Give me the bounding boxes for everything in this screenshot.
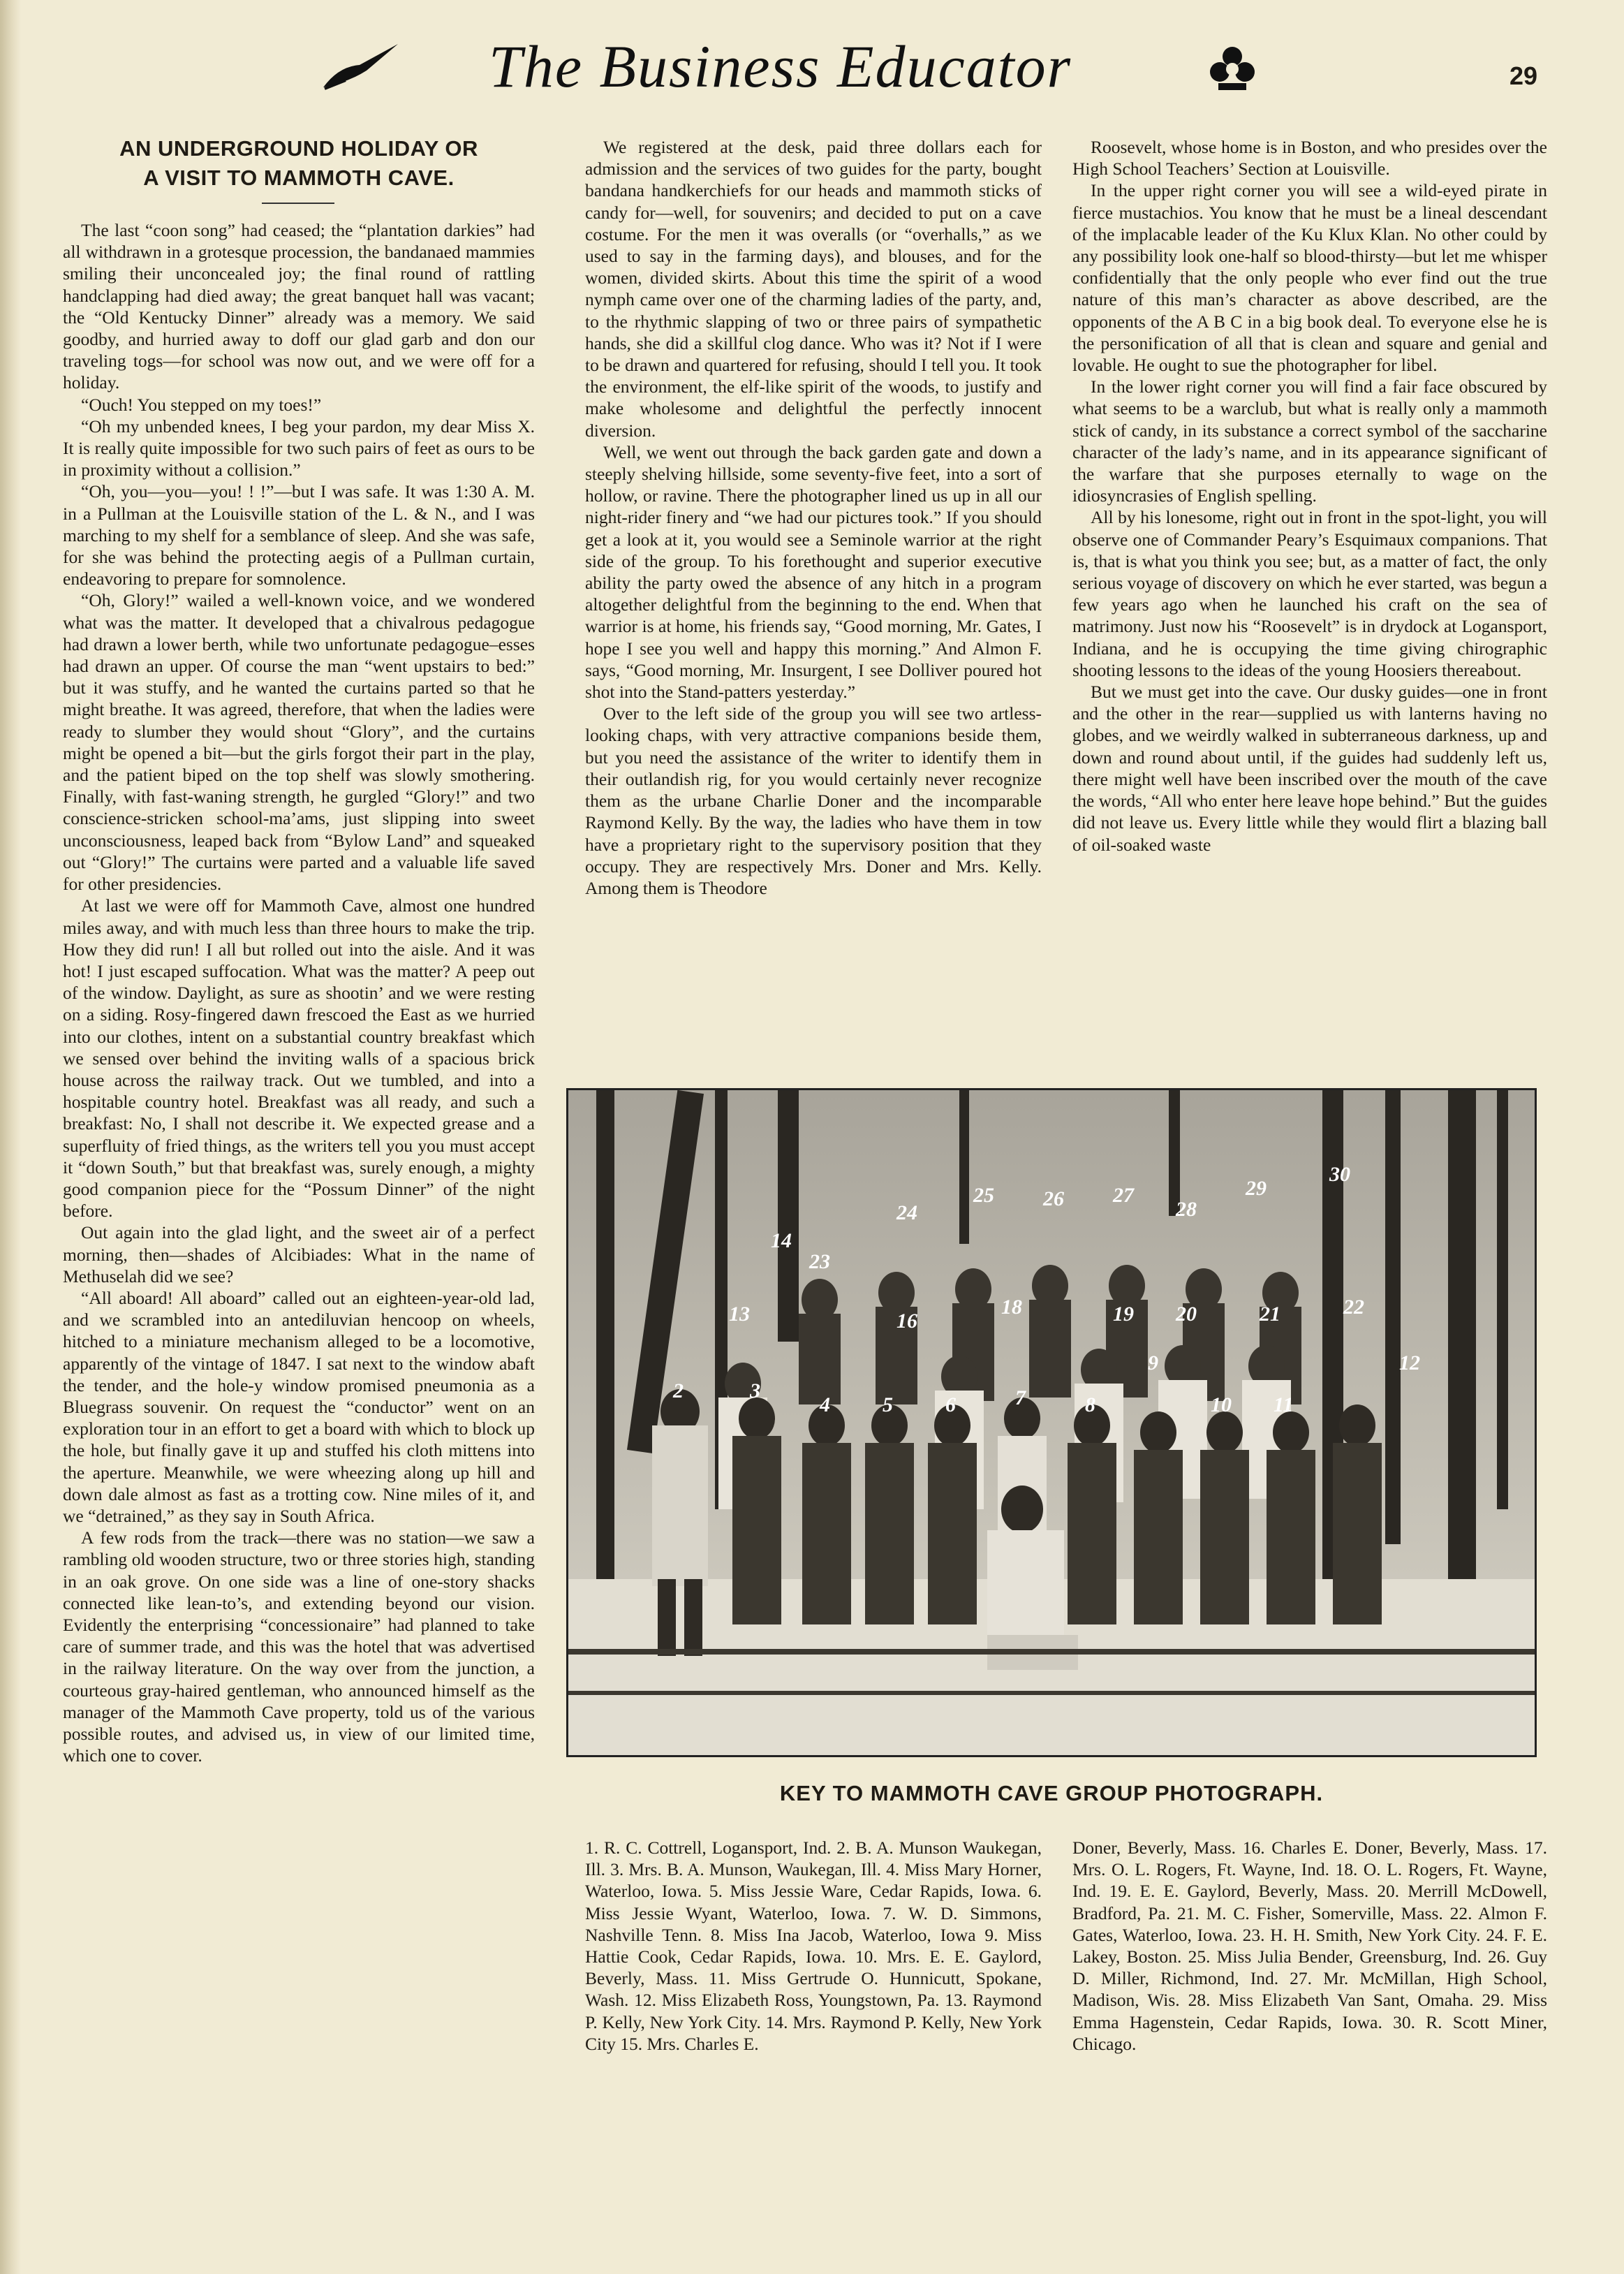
headline-line-2: A VISIT TO MAMMOTH CAVE. <box>143 166 455 190</box>
masthead <box>318 31 1295 105</box>
ornament-emblem-icon <box>1204 41 1260 97</box>
headline-divider <box>262 203 334 204</box>
photo-label: 22 <box>1343 1296 1364 1319</box>
paragraph: “Oh my unbended knees, I beg your pardon, my dear Miss X. It is really quite impossible for two such pairs of feet as ours to be in proximity without a collision.” <box>63 416 535 481</box>
paragraph: Over to the left side of the group you will see two artless-looking chaps, with very attractive companions beside them, but you need the assistance of the writer to identify them in their outlandish rig, for you would certainly never recognize them as the urbane Charlie Doner and the incomparable Raymond Kelly. By the way, the ladies who have them in tow have a proprietary right to the supervisory position that they occupy. They are respectively Mrs. Doner and Mrs. Kelly. Among them is Theodore <box>585 703 1042 898</box>
photo-label: 18 <box>1001 1296 1022 1319</box>
photo-key-column-1 <box>585 1837 1042 2055</box>
photo-label: 10 <box>1211 1393 1232 1416</box>
paragraph: Well, we went out through the back garden gate and down a steeply shelving hillside, some seventy-five feet, into a sort of hollow, or ravine. There the photographer lined us up in all our night-rider finery and “we had our pictures took.” If you should get a look at it, you would see a Seminole warrior at the right side of the group. To his forethought and superior executive ability the party owed the absence of any hitch in a program altogether delightful from the beginning to the end. When that warrior is at home, his friends say, “Good morning, Mr. Gates, I hope I see you well and happy this morning.” And Almon F. says, “Good morning, Mr. Insurgent, I see Dolliver poured hot shot into the Stand-patters yesterday.” <box>585 441 1042 703</box>
photo-label: 6 <box>945 1393 956 1416</box>
photo-label: 25 <box>973 1184 994 1207</box>
article-column-3 <box>1072 136 1547 856</box>
article-column-2 <box>585 136 1042 899</box>
photo-label: 29 <box>1246 1177 1267 1200</box>
photo-label: 28 <box>1176 1198 1197 1221</box>
key-text: Doner, Beverly, Mass. 16. Charles E. Doner, Beverly, Mass. 17. Mrs. O. L. Rogers, Ft. Wayne, Ind. 18. O. L. Rogers, Ft. Wayne, Ind. 19. E. E. Gaylord, Beverly, Mass. 20. Merrill McDowell, Bradford, Pa. 21. M. C. Fisher, Somerville, Mass. 22. Almon F. Gates, Waterloo, Iowa. 23. H. H. Smith, New York City. 24. F. E. Lakey, Boston. 25. Miss Julia Bender, Greensburg, Ind. 26. Guy D. Miller, Richmond, Ind. 27. Mr. McMillan, High School, Madison, Wis. 28. Miss Elizabeth Van Sant, Omaha. 29. Miss Emma Hagenstein, Cedar Rapids, Iowa. 30. R. Scott Miner, Chicago. <box>1072 1837 1547 2054</box>
quill-pen-icon <box>318 38 401 94</box>
photo-label: 23 <box>809 1250 830 1273</box>
article-column-1 <box>63 219 535 1766</box>
paragraph: We registered at the desk, paid three dollars each for admission and the services of two guides for the party, bought bandana handkerchiefs for our heads and mammoth sticks of candy for—well, for souvenirs; and decided to put on a cave costume. For the men it was overalls (or “overhalls,” as we used to say in the farming days), and blouses, and for the women, divided skirts. About this time the spirit of a wood nymph came over one of the charming ladies of the party, and, to the rhythmic slapping of two or three pairs of sympathetic hands, she did a skillful clog dance. Who was it? Not if I were to be drawn and quartered for refusing, should I tell you. It took the environment, the elf-like spirit of the woods, to justify and make wholesome and delightful the perfectly innocent diversion. <box>585 137 1042 441</box>
paragraph: In the lower right corner you will find a fair face obscured by what seems to be a warclub, but what is really only a mammoth stick of candy, in its substance a correct symbol of the saccharine character of the lady’s name, and in its appearance significant of the warfare that she purposes eternally to wage on the idiosyncrasies of English spelling. <box>1072 376 1547 506</box>
paragraph: “Ouch! You stepped on my toes!” <box>81 394 322 415</box>
photo-label: 5 <box>883 1393 893 1416</box>
photo-label: 2 <box>673 1379 684 1402</box>
paragraph: A few rods from the track—there was no station—we saw a rambling old wooden structure, two or three stories high, standing in an oak grove. On one side was a line of one-story shacks connected like lean-to’s, and extending beyond our vision. Evidently the enterprising “concessionaire” had planned to take care of summer trade, and this was the hotel that was advertised in the railway literature. On the way over from the junction, a courteous gray-haired gentleman, who announced himself as the manager of the Mammoth Cave property, told us of the various possible routes, and advised us, in view of our limited time, which one to cover. <box>63 1527 535 1766</box>
photo-key-title: KEY TO MAMMOTH CAVE GROUP PHOTOGRAPH. <box>779 1781 1324 1805</box>
photo-label: 24 <box>896 1201 917 1224</box>
paragraph: All by his lonesome, right out in front in the spot-light, you will observe one of Commander Peary’s Esquimaux companions. That is, that is what you think you see; but, as a matter of fact, the only serious voyage of discovery on which he ever started, was begun a few years ago when he launched his craft on the sea of matrimony. Just now his “Roosevelt” is in drydock at Logansport, Indiana, and he is occupying the time giving chirographic shooting lessons to the ideas of the young Hoosiers thereabout. <box>1072 507 1547 680</box>
paragraph: “Oh, Glory!” wailed a well-known voice, and we wondered what was the matter. It developed that a chivalrous pedagogue had drawn a lower berth, while two unfortunate pedagogue–esses had drawn an upper. Of course the man “went upstairs to bed:” but it was stuffy, and he wanted the curtains parted so that he might breathe. It was agreed, therefore, that when the ladies were ready to slumber they would shout “Glory”, and the curtains might be opened a bit—but the girls forgot their part in the play, and the patient biped on the top shelf was slowly smothering. Finally, with fast-waning strength, he gurgled “Glory!” and two conscience-stricken school-ma’ams, just slipping into sweet unconsciousness, leaped back from “Bylow Land” and squeaked out “Glory!” The curtains were parted and a valuable life saved for other presidencies. <box>63 590 535 895</box>
group-photograph <box>566 1088 1537 1757</box>
paragraph: In the upper right corner you will see a wild-eyed pirate in fierce mustachios. You know that he must be a lineal descendant of the implacable leader of the Ku Klux Klan. No other could by any possibility look one-half so blood-thirsty—but let me whisper confidentially that the only people who ever find out the true nature of this man’s character as above described, are the opponents of the A B C in a big book deal. To everyone else he is the personification of all that is clean and square and genial and lovable. He ought to sue the photographer for libel. <box>1072 180 1547 376</box>
paragraph: Out again into the glad light, and the sweet air of a perfect morning, then—shades of Alcibiades: What in the name of Methuselah did we see? <box>63 1222 535 1286</box>
photo-label: 16 <box>896 1310 917 1333</box>
photo-label: 9 <box>1148 1351 1158 1374</box>
photo-label: 27 <box>1113 1184 1134 1207</box>
paragraph: The last “coon song” had ceased; the “plantation darkies” had all withdrawn in a grotesque procession, the bandanaed mammies smiling their unconcealed joy; the final round of rattling handclapping had died away; the great banquet hall was vacant; the “Old Kentucky Dinner” already was a memory. We said goodby, and hurried away to doff our glad garb and don our traveling togs—for school was now out, and we were off for a holiday. <box>63 220 535 393</box>
masthead-title: The Business Educator <box>489 33 1072 100</box>
key-text: 1. R. C. Cottrell, Logansport, Ind. 2. B. A. Munson Waukegan, Ill. 3. Mrs. B. A. Munson, Waukegan, Ill. 4. Miss Mary Horner, Waterloo, Iowa. 5. Miss Jessie Ware, Cedar Rapids, Iowa. 6. Miss Jessie Wyant, Waterloo, Iowa. 7. W. D. Simmons, Nashville Tenn. 8. Miss Ina Jacob, Waterloo, Iowa 9. Miss Hattie Cook, Cedar Rapids, Iowa. 10. Mrs. E. E. Gaylord, Beverly, Mass. 11. Miss Gertrude O. Hunnicutt, Spokane, Wash. 12. Miss Elizabeth Ross, Youngstown, Pa. 13. Raymond P. Kelly, New York City. 14. Mrs. Raymond P. Kelly, New York City 15. Mrs. Charles E. <box>585 1837 1042 2054</box>
photo-label: 13 <box>729 1303 750 1326</box>
photo-label: 7 <box>1015 1386 1026 1409</box>
headline-line-1: AN UNDERGROUND HOLIDAY OR <box>119 136 478 161</box>
paragraph: “All aboard! All aboard” called out an eighteen-year-old lad, and we scrambled into an antediluvian hencoop on wheels, hitched to a miniature mechanism alleged to be a locomotive, apparently of the vintage of 1847. I sat next to the window abaft the tender, and the hole-y window promised pneumonia as a Bluegrass souvenir. On request the “conductor” went on an exploration tour in an effort to get a board with which to block up the hole, but finally gave it up and stuffed his cloth mittens into the aperture. Meanwhile, we were wheezing along up hill and down dale almost as fast as a trotting cow. Nine miles of it, and we “detrained,” as they say in South Africa. <box>63 1287 535 1526</box>
photo-label: 26 <box>1043 1187 1064 1210</box>
paragraph: “Oh, you—you—you! ! !”—but I was safe. It was 1:30 A. M. in a Pullman at the Louisville station of the L. & N., and I was marching to my shelf for a semblance of sleep. And she was safe, for she was behind the protecting aegis of a Pullman curtain, endeavoring to prepare for somnolence. <box>63 481 535 589</box>
photo-label: 30 <box>1329 1163 1350 1186</box>
page-number: 29 <box>1509 61 1538 90</box>
paragraph: Roosevelt, whose home is in Boston, and who presides over the High School Teachers’ Section at Louisville. <box>1072 137 1547 179</box>
paragraph: But we must get into the cave. Our dusky guides—one in front and the other in the rear—supplied us with lanterns having no globes, and we weirdly walked in subterraneous darkness, up and down and round about until, if the guides had suddenly left us, there might well have been inscribed over the mouth of the cave the words, “All who enter here leave hope behind.” But the guides did not leave us. Every little while they would flirt a blazing ball of oil-soaked waste <box>1072 682 1547 855</box>
photo-label: 21 <box>1260 1303 1280 1326</box>
article-headline <box>63 134 535 193</box>
paragraph: At last we were off for Mammoth Cave, almost one hundred miles away, and with much less than three hours to make the trip. How they did run! I all but rolled out into the aisle. And it was hot! I just escaped suffocation. What was the matter? A peep out of the window. Daylight, as sure as shootin’ and we were resting on a siding. Rosy-fingered dawn frescoed the East as we hurried into our clothes, intent on a substantial country breakfast which we sensed over behind the inviting walls of a spacious brick house across the railway track. Out we tumbled, and into a hospitable country hotel. Breakfast was all ready, and such a breakfast: No, I shall not describe it. We expected grease and a superfluity of fried things, as the writers tell you you must accept it “down South,” but that breakfast was, surely enough, a mighty good companion piece for the “Possum Dinner” of the night before. <box>63 895 535 1222</box>
page-spine-shadow <box>0 0 21 2274</box>
group-photo-illustration <box>568 1090 1535 1755</box>
photo-key-column-2 <box>1072 1837 1547 2055</box>
photo-label: 20 <box>1176 1303 1197 1326</box>
photo-label: 19 <box>1113 1303 1134 1326</box>
photo-label: 11 <box>1274 1393 1294 1416</box>
photo-label: 8 <box>1085 1393 1095 1416</box>
photo-label: 3 <box>750 1379 760 1402</box>
photo-label: 4 <box>820 1393 830 1416</box>
photo-label: 12 <box>1399 1351 1420 1374</box>
photo-label: 14 <box>771 1229 792 1252</box>
